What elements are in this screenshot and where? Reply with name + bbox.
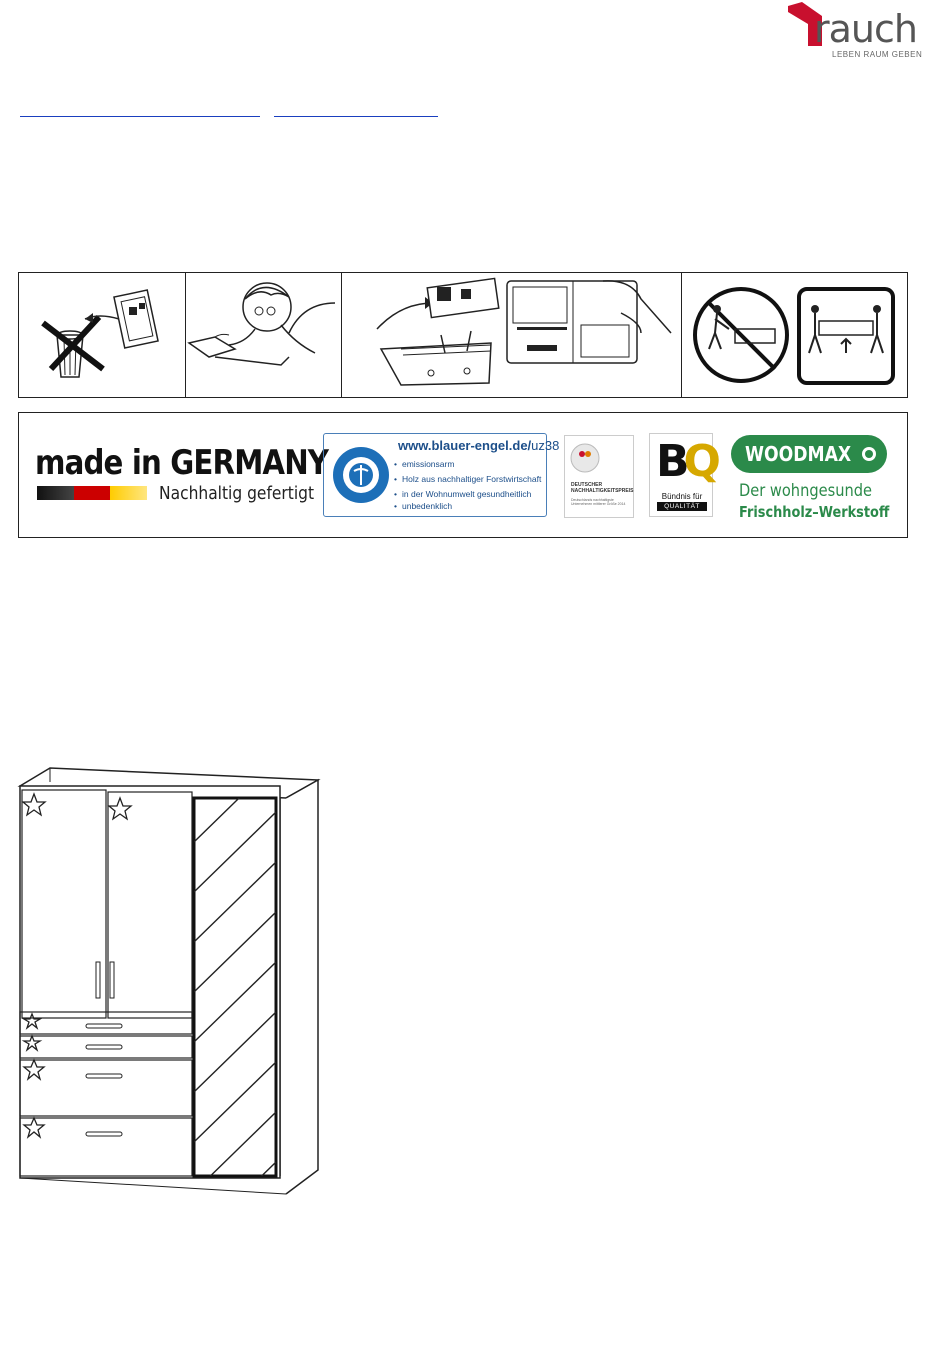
flag-black <box>37 486 74 500</box>
document-link-2[interactable] <box>274 102 438 117</box>
deutscher-nachhaltigkeitspreis-badge <box>564 435 634 518</box>
dnp-small-line2: Unternehmen mittlerer Größe 2014 <box>571 502 626 507</box>
lift-dont-push-icon <box>681 273 907 397</box>
woodmax-tagline-2: Frischholz–Werkstoff <box>739 503 890 521</box>
woodmax-logo <box>731 435 889 475</box>
instruction-panel-read <box>185 273 342 397</box>
woodmax-seed-icon <box>859 444 879 464</box>
instruction-panel-keep <box>341 273 682 397</box>
drawer-handle <box>86 1024 122 1028</box>
blauer-engel-badge <box>323 433 560 517</box>
woodmax-tagline-1: Der wohngesunde <box>739 481 873 501</box>
dnp-title-line1: DEUTSCHER <box>571 482 603 488</box>
drawer-handle <box>86 1045 122 1049</box>
instruction-panel-discard <box>19 273 186 397</box>
rauch-tagline: LEBEN RAUM GEBEN <box>832 50 923 59</box>
bq-line1: Bündnis für <box>661 492 703 501</box>
germany-flag-bar <box>37 486 147 500</box>
drawer-handle <box>86 1074 122 1078</box>
dnp-small-line1: Deutschlands nachhaltigste <box>571 498 614 502</box>
wardrobe-illustration <box>16 762 326 1198</box>
blauer-engel-item: • emissionsarm <box>402 459 454 469</box>
blauer-engel-item: • Holz aus nachhaltiger Forstwirtschaft <box>402 474 541 484</box>
rauch-logo <box>788 2 923 62</box>
drawer-handle <box>86 1132 122 1136</box>
keep-manual-and-parts-icon <box>341 273 681 397</box>
certifications-strip <box>18 412 908 538</box>
buendnis-fuer-qualitaet-badge <box>649 433 713 517</box>
door-handle <box>96 962 100 998</box>
blauer-engel-url-suffix: uz38 <box>531 438 560 453</box>
blauer-engel-seal-icon <box>332 441 390 509</box>
made-in-germany-subline: Nachhaltig gefertigt <box>159 483 315 504</box>
door-handle <box>110 962 114 998</box>
bq-letter-q: Q <box>683 436 715 487</box>
dnp-title-line2: NACHHALTIGKEITSPREIS <box>571 488 634 494</box>
flag-red <box>74 486 111 500</box>
mirror-door <box>194 798 276 1176</box>
blauer-engel-url-text: www.blauer-engel.de/ <box>398 438 532 453</box>
dnp-orb-icon <box>565 436 635 480</box>
blauer-engel-url[interactable] <box>398 438 559 453</box>
read-manual-icon <box>185 273 341 397</box>
rauch-wordmark: rauch <box>814 7 917 51</box>
instructions-strip <box>18 272 908 398</box>
blauer-engel-item-continued: • unbedenklich <box>402 501 452 511</box>
blauer-engel-item: • in der Wohnumwelt gesundheitlich <box>402 489 531 499</box>
flag-gold <box>110 486 147 500</box>
bq-line2: QUALITÄT <box>657 502 707 511</box>
instruction-panel-lift <box>681 273 907 397</box>
woodmax-name: WOODMAX <box>745 442 852 466</box>
do-not-discard-manual-icon <box>19 273 185 397</box>
bq-letter-b: B <box>656 436 684 487</box>
made-in-germany-headline: made in GERMANY <box>35 443 329 483</box>
document-link-1[interactable] <box>20 102 260 117</box>
